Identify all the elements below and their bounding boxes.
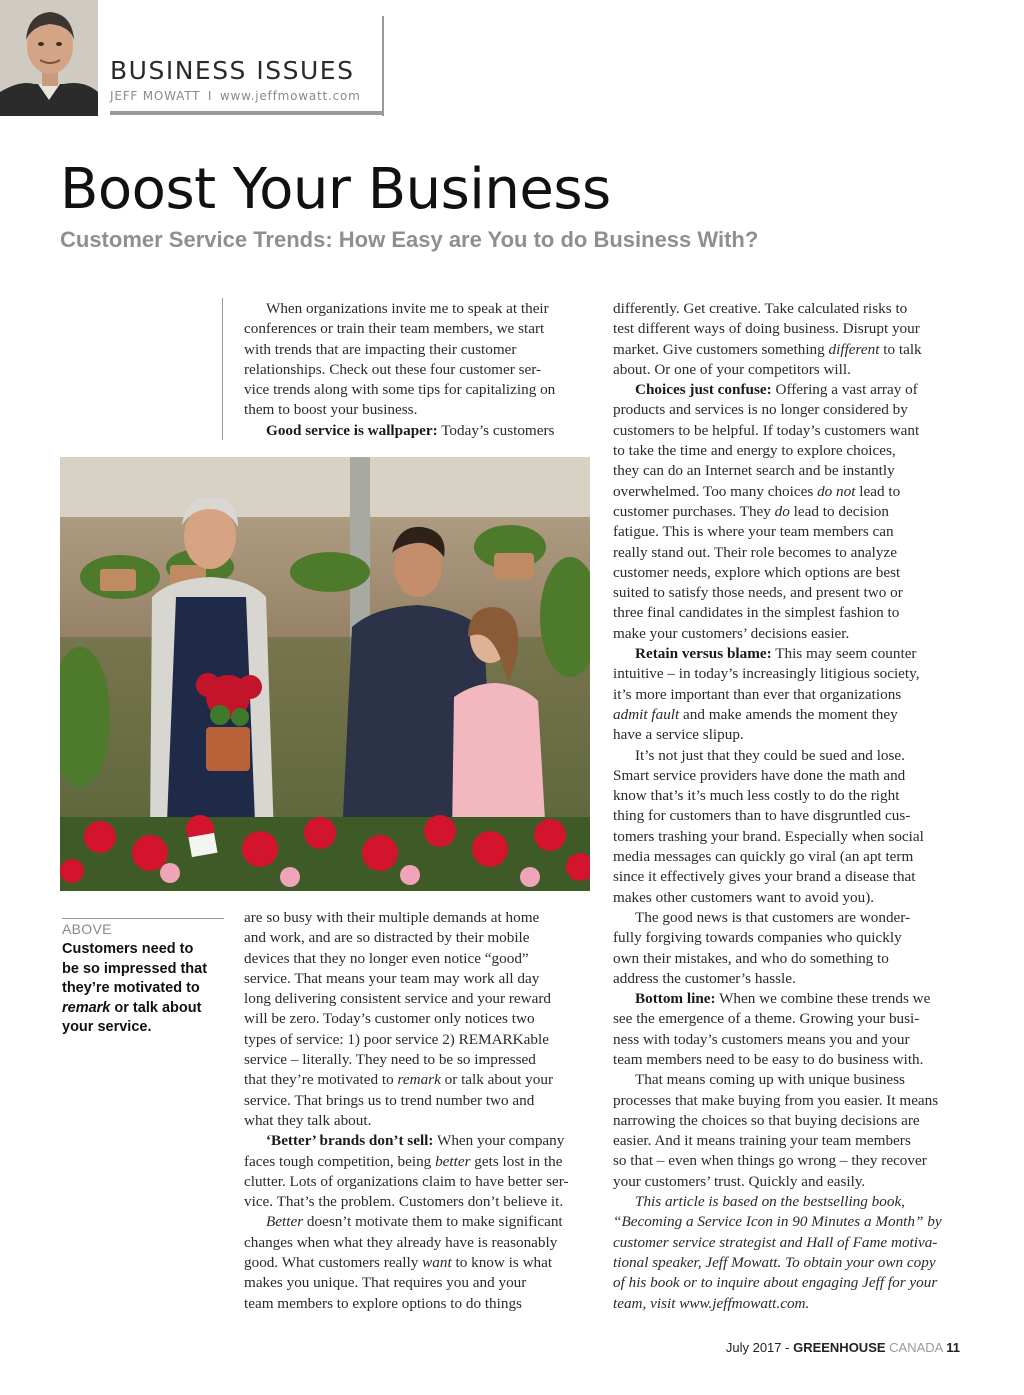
caption-line: your service. xyxy=(62,1019,152,1035)
text-line: service – literally. They need to be so impressed xyxy=(244,1051,536,1069)
text-line: with trends that are impacting their customer xyxy=(244,340,517,358)
text-run: gets lost in the xyxy=(470,1152,563,1170)
text-line: ness with today’s customers means you and your xyxy=(613,1030,910,1048)
text-line: devices that they no longer even notice “good” xyxy=(244,949,529,967)
author-portrait xyxy=(0,0,98,116)
text-line: own their mistakes, and who do something to xyxy=(613,949,889,967)
text-line: what they talk about. xyxy=(244,1111,372,1129)
author-note xyxy=(613,1192,963,1314)
text-run: and make amends the moment they xyxy=(679,705,898,723)
text-line: to take the time and energy to explore choices, xyxy=(613,442,896,460)
text-run: Offering a vast array of xyxy=(771,381,918,399)
text-line: relationships. Check out these four customer ser- xyxy=(244,360,542,378)
text-line: types of service: 1) poor service 2) REMARKable xyxy=(244,1030,549,1048)
text-line: they can do an Internet search and be instantly xyxy=(613,462,895,480)
trend-wallpaper-continued xyxy=(244,908,596,1131)
text-line: team, visit www.jeffmowatt.com. xyxy=(613,1294,810,1312)
bottom-line-heading: Bottom line: xyxy=(635,990,716,1008)
text-run: that they’re motivated to xyxy=(244,1071,398,1089)
text-line: differently. Get creative. Take calculated risks to xyxy=(613,300,908,317)
trend-heading-choices: Choices just confuse: xyxy=(635,381,772,399)
photo-caption xyxy=(62,940,224,1038)
intro-vertical-rule xyxy=(222,298,223,440)
text-line: intuitive – in today’s increasingly litigious society, xyxy=(613,665,920,683)
text-line xyxy=(613,502,963,522)
text-line: see the emergence of a theme. Growing your busi- xyxy=(613,1010,920,1028)
text-line: tional speaker, Jeff Mowatt. To obtain your own copy xyxy=(613,1253,936,1271)
garden-center-photo xyxy=(60,457,590,891)
text-line: changes when what they already have is reasonably xyxy=(244,1233,558,1251)
text-line: test different ways of doing business. Disrupt your xyxy=(613,320,920,338)
conclusion-paragraph xyxy=(613,1070,963,1192)
text-line: make your customers’ decisions easier. xyxy=(613,624,850,642)
byline-separator: I xyxy=(207,89,213,103)
text-run: When we combine these trends we xyxy=(715,990,931,1008)
text-run: lead to decision xyxy=(789,502,889,520)
caption-emphasis: remark xyxy=(62,999,111,1016)
caption-line xyxy=(62,999,224,1019)
middle-column xyxy=(244,908,596,1314)
text-line: and work, and are so distracted by their mobile xyxy=(244,929,530,947)
text-run: Today’s customers xyxy=(437,421,555,439)
text-line: It’s not just that they could be sued and lose. xyxy=(635,746,905,764)
text-line xyxy=(613,380,963,400)
trend-wallpaper-paragraph xyxy=(244,421,596,441)
text-line: team members need to be easy to do business with. xyxy=(613,1050,924,1068)
page-footer xyxy=(726,1340,960,1355)
text-line: vice. That’s the problem. Customers don’t believe it. xyxy=(244,1193,564,1211)
text-run: This may seem counter xyxy=(771,645,917,663)
subheadline: Customer Service Trends: How Easy are You to do Business With? xyxy=(60,227,759,252)
text-line: customer needs, explore which options are best xyxy=(613,563,901,581)
text-line xyxy=(244,1152,596,1172)
text-line xyxy=(613,705,963,725)
emphasis: want xyxy=(422,1254,452,1272)
text-run: market. Give customers something xyxy=(613,340,829,358)
text-run: faces tough competition, being xyxy=(244,1152,436,1170)
trend-heading-better-brands: ‘Better’ brands don’t sell: xyxy=(266,1132,434,1150)
trend-retain-paragraph xyxy=(613,644,963,745)
text-line xyxy=(613,989,963,1009)
text-line: That means coming up with unique business xyxy=(635,1071,905,1089)
intro-paragraph xyxy=(244,299,596,421)
text-line: customers to be helpful. If today’s customers want xyxy=(613,421,920,439)
text-line: tomers trashing your brand. Especially when social xyxy=(613,827,924,845)
text-run: lead to xyxy=(855,482,901,500)
header-vertical-rule xyxy=(382,16,384,116)
text-line: vice trends along with some tips for capitalizing on xyxy=(244,381,556,399)
right-column xyxy=(613,299,963,1314)
text-line: about. Or one of your competitors will. xyxy=(613,360,851,378)
text-line: easier. And it means training your team members xyxy=(613,1132,911,1150)
text-line: since it effectively gives your brand a disease that xyxy=(613,868,916,886)
text-line: three final candidates in the simplest fashion to xyxy=(613,604,900,622)
text-line: so that – even when things go wrong – they recover xyxy=(613,1152,927,1170)
text-run: good. What customers really xyxy=(244,1254,423,1272)
caption-rule xyxy=(62,918,224,919)
emphasis: do xyxy=(774,502,790,520)
publication-region: CANADA xyxy=(885,1340,943,1355)
text-line: fully forgiving towards companies who quickly xyxy=(613,929,902,947)
text-line: This article is based on the bestselling book, xyxy=(635,1193,905,1211)
text-line: will be zero. Today’s customer only notices two xyxy=(244,1010,535,1028)
text-run: to know is what xyxy=(451,1254,553,1272)
text-line: address the customer’s hassle. xyxy=(613,969,796,987)
emphasis: different xyxy=(828,340,880,358)
trend-better-brands-paragraph xyxy=(244,1131,596,1212)
text-line: Smart service providers have done the math and xyxy=(613,766,906,784)
emphasis: remark xyxy=(397,1071,441,1089)
trend-heading-wallpaper: Good service is wallpaper: xyxy=(266,421,438,439)
text-run: or talk about your xyxy=(440,1071,554,1089)
text-line: fatigue. This is where your team members can xyxy=(613,523,894,541)
caption-line: Customers need to xyxy=(62,941,194,957)
intro-column xyxy=(244,299,596,441)
text-line: When organizations invite me to speak at their xyxy=(266,300,549,317)
author-website: www.jeffmowatt.com xyxy=(219,89,361,103)
text-line: service. That brings us to trend number two and xyxy=(244,1091,535,1109)
text-run: doesn’t motivate them to make significant xyxy=(303,1213,563,1231)
sued-paragraph xyxy=(613,746,963,908)
text-line: are so busy with their multiple demands at home xyxy=(244,909,540,926)
text-run: or talk about xyxy=(110,999,202,1016)
better-paragraph-continued xyxy=(613,299,963,380)
caption-line: they’re motivated to xyxy=(62,980,200,996)
text-line xyxy=(244,1131,596,1151)
text-line: conferences or train their team members, we start xyxy=(244,320,545,338)
text-line: makes you unique. That requires you and your xyxy=(244,1274,527,1292)
text-line xyxy=(244,1253,596,1273)
text-line: narrowing the choices so that buying decisions are xyxy=(613,1111,920,1129)
text-line: your customers’ trust. Quickly and easily. xyxy=(613,1172,866,1190)
text-line: customer service strategist and Hall of Fame motiva- xyxy=(613,1233,938,1251)
caption-label: ABOVE xyxy=(62,921,112,937)
text-run: customer purchases. They xyxy=(613,502,775,520)
text-line: products and services is no longer considered by xyxy=(613,401,908,419)
text-line: The good news is that customers are wonder- xyxy=(635,908,911,926)
footer-dash: - xyxy=(781,1340,794,1355)
text-line xyxy=(613,482,963,502)
text-run: When your company xyxy=(433,1132,565,1150)
text-line: clutter. Lots of organizations claim to have better ser- xyxy=(244,1172,569,1190)
text-run: overwhelmed. Too many choices xyxy=(613,482,818,500)
good-news-paragraph xyxy=(613,908,963,989)
text-line: processes that make buying from you easier. It means xyxy=(613,1091,939,1109)
trend-choices-paragraph xyxy=(613,380,963,644)
text-line: team members to explore options to do things xyxy=(244,1294,522,1312)
issue-date: July 2017 xyxy=(725,1340,782,1355)
headline: Boost Your Business xyxy=(60,157,611,222)
text-line: know that’s it’s much less costly to do the right xyxy=(613,787,900,805)
text-line: have a service slipup. xyxy=(613,726,744,744)
text-line xyxy=(613,644,963,664)
better-paragraph xyxy=(244,1212,596,1313)
text-line xyxy=(613,340,963,360)
page-number: 11 xyxy=(946,1340,960,1355)
text-line: really stand out. Their role becomes to analyze xyxy=(613,543,897,561)
text-line: them to boost your business. xyxy=(244,401,418,419)
caption-line: be so impressed that xyxy=(62,960,208,977)
text-line: “Becoming a Service Icon in 90 Minutes a Month” by xyxy=(613,1213,942,1231)
emphasis: admit fault xyxy=(613,705,680,723)
text-line: long delivering consistent service and your reward xyxy=(244,990,552,1008)
text-line: makes other customers want to avoid you). xyxy=(613,888,875,906)
emphasis: do not xyxy=(817,482,856,500)
text-run: to talk xyxy=(879,340,922,358)
text-line: thing for customers than to have disgruntled cus- xyxy=(613,807,911,825)
text-line: service. That means your team may work all day xyxy=(244,969,540,987)
text-line xyxy=(244,421,596,441)
emphasis: better xyxy=(435,1152,471,1170)
byline xyxy=(110,88,361,104)
text-line xyxy=(244,1070,596,1090)
emphasis: Better xyxy=(266,1213,304,1231)
header-horizontal-rule xyxy=(110,111,384,115)
text-line xyxy=(244,1212,596,1232)
text-line: it’s more important than ever that organizations xyxy=(613,685,902,703)
text-line: suited to satisfy those needs, and present two or xyxy=(613,584,903,602)
text-line: media messages can quickly go viral (an apt term xyxy=(613,848,914,866)
text-line: of his book or to inquire about engaging Jeff for your xyxy=(613,1274,938,1292)
bottom-line-paragraph xyxy=(613,989,963,1070)
trend-heading-retain: Retain versus blame: xyxy=(635,645,772,663)
author-name: JEFF MOWATT xyxy=(110,89,201,103)
section-title: BUSINESS ISSUES xyxy=(110,56,355,85)
publication-name: GREENHOUSE xyxy=(793,1340,886,1355)
